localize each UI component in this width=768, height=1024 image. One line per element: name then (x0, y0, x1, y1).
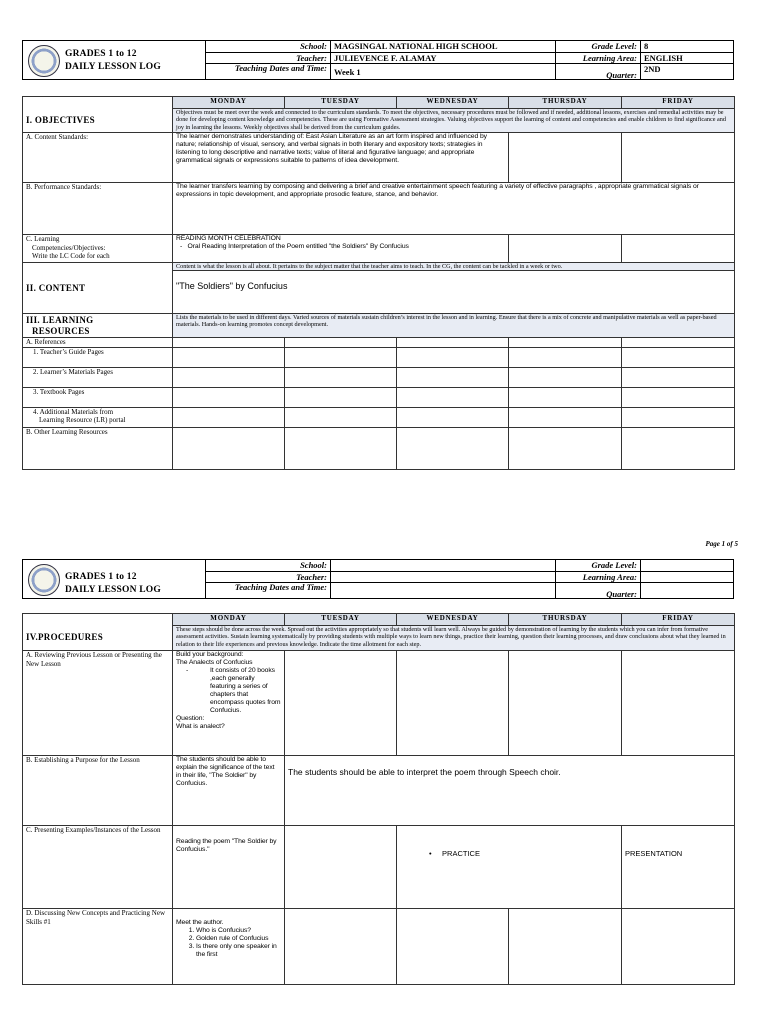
header-line1: GRADES 1 to 12 (65, 572, 137, 582)
procedures-desc: These steps should be done across the week. Spread out the activities appropriately so that students will learn well. Always be guided by demonstration of learning by the students which you can infer from formative assessment activities. Sustain learning systematically by providing students with multiple ways to learn new things, practice their learning, question their learning processes, and draw conclusions about what they learned in relation to their life experiences and previous knowledge. Indicate the time allotment for each step. (173, 626, 735, 651)
day-friday: FRIDAY (622, 614, 735, 626)
ref-additional (23, 407, 173, 427)
cell (173, 427, 285, 469)
row-b-monday: The students should be able to explain the significance of the text in their life, "The Soldier" by Confucius. (173, 756, 285, 826)
objectives-title: I. OBJECTIVES (23, 109, 173, 133)
competencies-text (173, 235, 509, 263)
cell (397, 367, 509, 387)
header-block (22, 40, 734, 80)
competencies-item: - Oral Reading Interpretation of the Poem entitled "the Soldiers" By Confucius (180, 243, 409, 250)
procedures-title: IV.PROCEDURES (23, 626, 173, 651)
deped-seal-icon (28, 564, 60, 596)
cell (622, 651, 735, 756)
empty-corner (23, 97, 173, 109)
ref-teachers-guide: 1. Teacher’s Guide Pages (23, 347, 173, 367)
quarter-label: Quarter: (555, 63, 640, 79)
objectives-desc: Objectives must be meet over the week and connected to the curriculum standards. To meet the objectives, necessary procedures must be followed and if needed, additional lessons, exercises and remedial activities may be done for developing content knowledge and competencies. These are using Formative Assessment strategies. Valuing objectives support the learning of content and competencies and enable children to find significance and joy in learning the lessons. Weekly objectives shall be derived from the curriculum guides. (173, 109, 735, 133)
performance-standards-label: B. Performance Standards: (23, 183, 173, 235)
day-wednesday: WEDNESDAY (397, 614, 509, 626)
dash-icon: - (186, 667, 189, 674)
dates-label: Teaching Dates and Time: (205, 582, 330, 598)
cell (509, 338, 622, 348)
other-resources: B. Other Learning Resources (23, 427, 173, 469)
cell (622, 367, 735, 387)
dates-value: Week 1 (330, 63, 555, 79)
cell (173, 338, 285, 348)
row-b-label: B. Establishing a Purpose for the Lesson (23, 756, 173, 826)
ref-learners-materials: 2. Learner’s Materials Pages (23, 367, 173, 387)
quarter-value-empty (640, 582, 734, 598)
school-value-empty (330, 560, 555, 571)
day-thursday: THURSDAY (509, 614, 622, 626)
content-value: "The Soldiers" by Confucius (176, 281, 288, 292)
teacher-value-empty (330, 571, 555, 582)
competencies-item-text: Oral Reading Interpretation of the Poem entitled "the Soldiers" By Confucius (187, 243, 409, 250)
content-standards-thu (509, 133, 622, 183)
list-item: 2. Golden rule of Confucius (196, 935, 281, 943)
cell (285, 651, 397, 756)
row-a-label: A. Reviewing Previous Lesson or Presenting the New Lesson (23, 651, 173, 756)
performance-standards-text: The learner transfers learning by composing and delivering a brief and creative entertainment speech featuring a variety of effective paragraphs , appropriate grammatical signals or expressions in topic development, and appropriate prosodic feature, stance, and behavior. (173, 183, 735, 235)
row-c-monday: Reading the poem "The Soldier by Confucius." (173, 826, 285, 909)
ref-textbook: 3. Textbook Pages (23, 387, 173, 407)
day-tuesday: TUESDAY (285, 97, 397, 109)
cell (622, 427, 735, 469)
row-c-practice-text: PRACTICE (442, 849, 480, 858)
quarter-label: Quarter: (555, 582, 640, 598)
day-friday: FRIDAY (622, 97, 735, 109)
grade-value-empty (640, 560, 734, 571)
cell (622, 387, 735, 407)
area-value: ENGLISH (640, 52, 734, 63)
row-c-practice: • PRACTICE (397, 826, 622, 909)
cell (173, 407, 285, 427)
school-label: School: (205, 41, 330, 52)
cell (509, 651, 622, 756)
row-d-list (176, 927, 281, 959)
row-c-label: C. Presenting Examples/Instances of the Lesson (23, 826, 173, 909)
grade-label: Grade Level: (555, 560, 640, 571)
cell (285, 367, 397, 387)
cell (173, 387, 285, 407)
cell (285, 338, 397, 348)
cell (397, 909, 509, 985)
cell (397, 387, 509, 407)
cell (285, 347, 397, 367)
lesson-table-page1 (22, 96, 735, 470)
competencies-label (23, 235, 173, 263)
grade-label: Grade Level: (555, 41, 640, 52)
cell (509, 347, 622, 367)
area-value-empty (640, 571, 734, 582)
competencies-title: READING MONTH CELEBRATION (176, 235, 281, 242)
resources-desc: Lists the materials to be used in different days. Varied sources of materials sustain children’s interest in the lesson and in learning. Ensure that there is a mix of concrete and manipulative materials as well as paper-based materials. Hands-on learning promotes concept development. (173, 314, 735, 338)
cell (622, 909, 735, 985)
day-monday: MONDAY (173, 97, 285, 109)
ref-additional-line1: 4. Additional Materials from (33, 407, 114, 416)
cell (285, 826, 397, 909)
day-thursday: THURSDAY (509, 97, 622, 109)
header-line2: DAILY LESSON LOG (65, 585, 161, 595)
empty-corner (23, 614, 173, 626)
row-a-bullet (176, 667, 281, 715)
cell (173, 367, 285, 387)
references-label: A. References (23, 338, 173, 348)
page-number: Page 1 of 5 (705, 540, 738, 548)
cell (397, 427, 509, 469)
row-b-span: The students should be able to interpret the poem through Speech choir. (285, 756, 735, 826)
content-desc: Content is what the lesson is all about. It pertains to the subject matter that the teacher aims to teach. In the CG, the content can be tackled in a week or two. (173, 263, 734, 271)
competencies-label-line1: C. Learning (26, 235, 60, 243)
competencies-thu (509, 235, 622, 263)
header-block-page2 (22, 559, 734, 599)
list-item: 1. Who is Confucius? (196, 927, 281, 935)
content-cell (173, 263, 735, 314)
cell (509, 909, 622, 985)
header-line1: GRADES 1 to 12 (65, 49, 137, 59)
cell (285, 909, 397, 985)
cell (397, 338, 509, 348)
deped-seal-icon (28, 45, 60, 77)
dates-label: Teaching Dates and Time: (205, 63, 330, 79)
dates-value-empty (330, 582, 555, 598)
content-title: II. CONTENT (23, 263, 173, 314)
resources-title (23, 314, 173, 338)
cell (622, 338, 735, 348)
day-monday: MONDAY (173, 614, 285, 626)
content-standards-text: The learner demonstrates understanding of: East Asian Literature as an art form inspired and influenced by nature; relationship of visual, sensory, and verbal signals in both literary and expository texts; strategies in listening to long descriptive and narrative texts; value of literal and figurative language; and appropriate grammatical signals or expressions suitable to patterns of idea development. (173, 133, 509, 183)
cell (173, 347, 285, 367)
day-wednesday: WEDNESDAY (397, 97, 509, 109)
quarter-value: 2ND (640, 63, 734, 79)
row-d-intro: Meet the author. (176, 919, 224, 926)
content-standards-label: A. Content Standards: (23, 133, 173, 183)
header-line2: DAILY LESSON LOG (65, 62, 161, 72)
row-a-question2: What is analect? (176, 723, 225, 730)
cell (622, 407, 735, 427)
ref-additional-line2: Learning Resource (LR) portal (39, 416, 126, 424)
cell (285, 407, 397, 427)
cell (397, 347, 509, 367)
teacher-value: JULIEVENCE F. ALAMAY (330, 52, 555, 63)
row-a-line1: Build your background: (176, 651, 244, 658)
school-value: MAGSINGAL NATIONAL HIGH SCHOOL (330, 41, 555, 52)
lesson-table-page2 (22, 613, 735, 985)
cell (622, 347, 735, 367)
teacher-label: Teacher: (205, 52, 330, 63)
row-a-bullet-text: It consists of 20 books ,each generally featuring a series of chapters that encompass quotes from Confucius. (210, 667, 281, 714)
resources-title-line1: III. LEARNING (26, 314, 94, 325)
list-item: 3. Is there only one speaker in the first (196, 943, 281, 959)
cell (509, 367, 622, 387)
competencies-label-line3: Write the LC Code for each (32, 252, 110, 260)
area-label: Learning Area: (555, 52, 640, 63)
competencies-label-line2: Competencies/Objectives: (32, 243, 106, 252)
cell (509, 387, 622, 407)
row-d-label: D. Discussing New Concepts and Practicing New Skills #1 (23, 909, 173, 985)
cell (509, 407, 622, 427)
grade-value: 8 (640, 41, 734, 52)
cell (285, 387, 397, 407)
row-d-monday (173, 909, 285, 985)
competencies-fri (622, 235, 735, 263)
day-tuesday: TUESDAY (285, 614, 397, 626)
cell (285, 427, 397, 469)
cell (397, 651, 509, 756)
area-label: Learning Area: (555, 571, 640, 582)
row-c-friday: PRESENTATION (622, 826, 735, 909)
cell (397, 407, 509, 427)
cell (509, 427, 622, 469)
content-standards-fri (622, 133, 735, 183)
resources-title-line2: RESOURCES (32, 325, 90, 336)
teacher-label: Teacher: (205, 571, 330, 582)
school-label: School: (205, 560, 330, 571)
row-a-monday (173, 651, 285, 756)
row-a-line2: The Analects of Confucius (176, 659, 253, 666)
row-a-question: Question: (176, 715, 205, 722)
